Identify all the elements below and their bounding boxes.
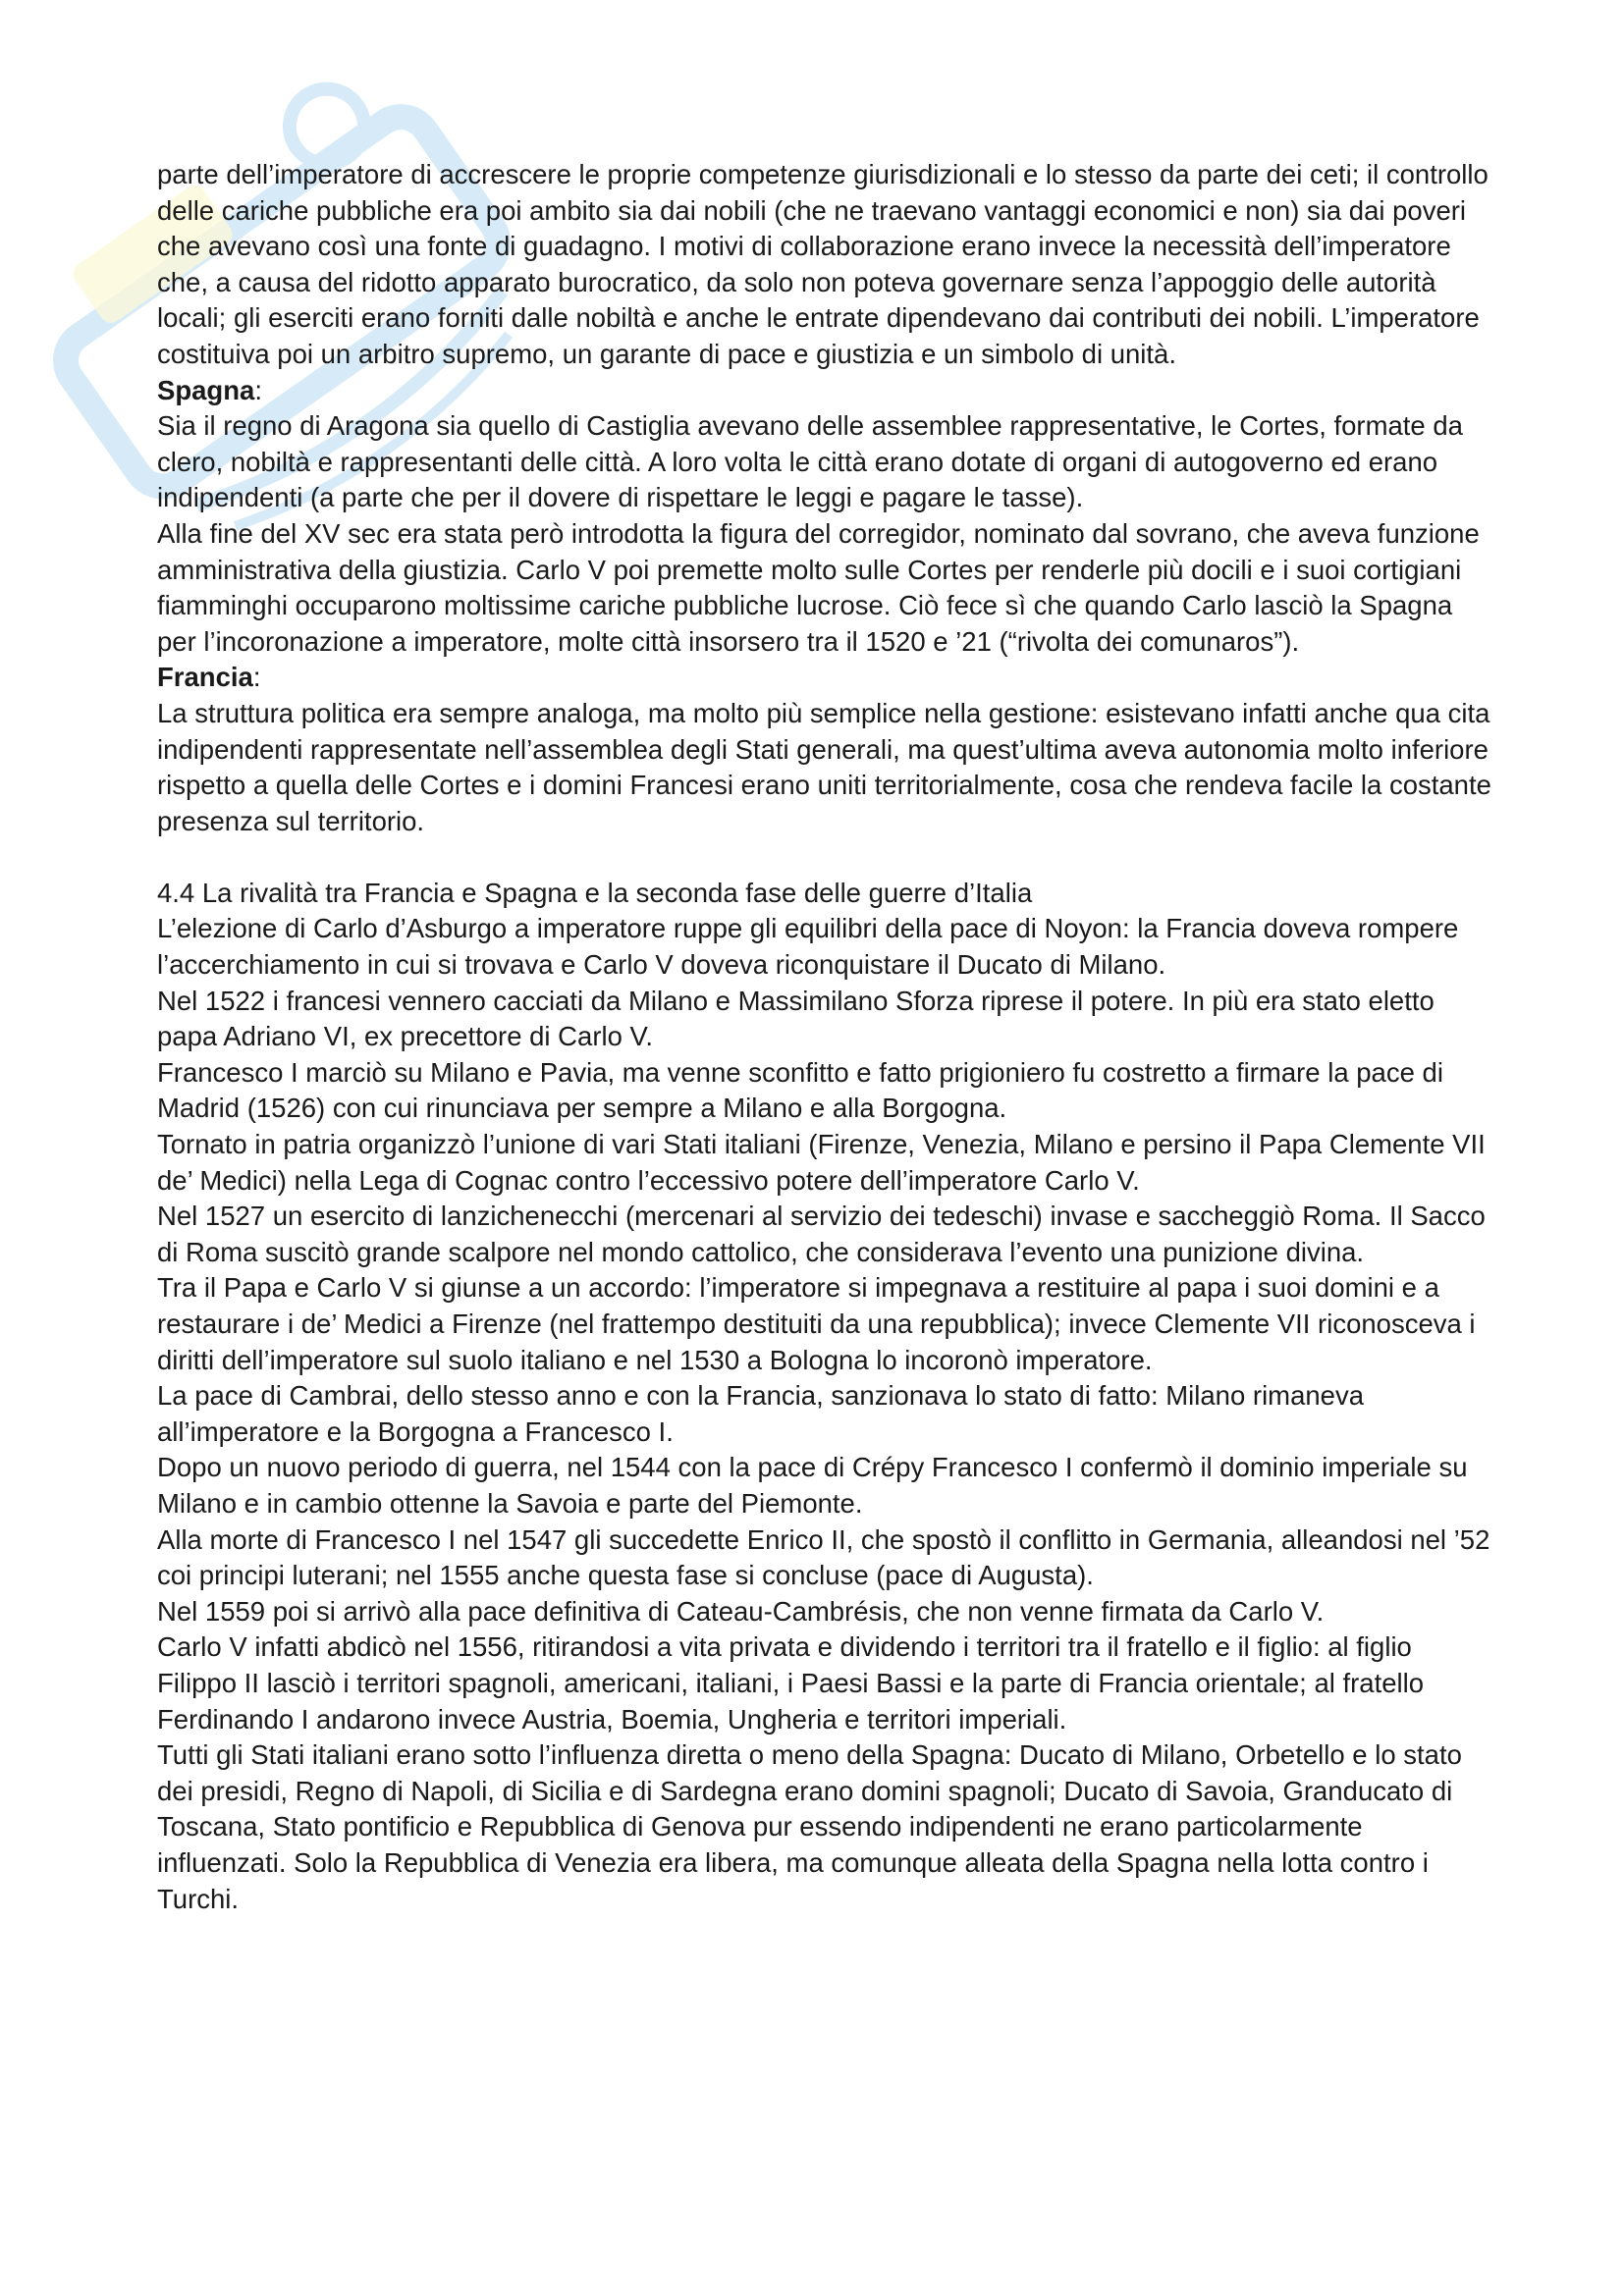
paragraph: parte dell’imperatore di accrescere le proprie competenze giurisdizionali e lo stesso da parte dei ceti; il controllo delle cariche pubbliche era poi ambito sia dai nobili (che ne traevano vantaggi economici e non) sia dai poveri che avevano così una fonte di guadagno. I motivi di collaborazione erano invece la necessità dell’imperatore che, a causa del ridotto apparato burocratico, da solo non poteva governare senza l’appoggio delle autorità locali; gli eserciti erano forniti dalle nobiltà e anche le entrate dipendevano dai contributi dei nobili. L’imperatore costituiva poi un arbitro supremo, un garante di pace e giustizia e un simbolo di unità.: [157, 159, 1489, 369]
paragraph: Tornato in patria organizzò l’unione di vari Stati italiani (Firenze, Venezia, Milano e persino il Papa Clemente VII de’ Medici) nella Lega di Cognac contro l’eccessivo potere dell’imperatore Carlo V.: [157, 1129, 1486, 1196]
paragraph: Nel 1559 poi si arrivò alla pace definitiva di Cateau-Cambrésis, che non venne firmata da Carlo V.: [157, 1595, 1325, 1627]
paragraph: L’elezione di Carlo d’Asburgo a imperatore ruppe gli equilibri della pace di Noyon: la Francia doveva rompere l’accerchiamento in cui si trovava e Carlo V doveva riconquistare il Ducato di Milano.: [157, 913, 1459, 981]
section-heading: [157, 660, 1492, 696]
paragraph: Tutti gli Stati italiani erano sotto l’influenza diretta o meno della Spagna: Ducato di Milano, Orbetello e lo stato dei presidi, Regno di Napoli, di Sicilia e di Sardegna erano domini spagnoli; Ducato di Savoia, Granducato di Toscana, Stato pontificio e Repubblica di Genova pur essendo indipendenti ne erano particolarmente influenzati. Solo la Repubblica di Venezia era libera, ma comunque alleata della Spagna nella lotta contro i Turchi.: [157, 1739, 1462, 1914]
section-heading-colon: :: [254, 374, 262, 405]
paragraph: Nel 1527 un esercito di lanzichenecchi (mercenari al servizio dei tedeschi) invase e saccheggiò Roma. Il Sacco di Roma suscitò grande scalpore nel mondo cattolico, che considerava l’evento una punizione divina.: [157, 1201, 1486, 1267]
paragraph: Sia il regno di Aragona sia quello di Castiglia avevano delle assemblee rappresentative, le Cortes, formate da clero, nobiltà e rappresentanti delle città. A loro volta le città erano dotate di organi di autogoverno ed erano indipendenti (a parte che per il dovere di rispettare le leggi e pagare le tasse).: [157, 410, 1463, 513]
paragraph: La struttura politica era sempre analoga, ma molto più semplice nella gestione: esistevano infatti anche qua cita indipendenti rappresentate nell’assemblea degli Stati generali, ma quest’ultima aveva autonomia molto inferiore rispetto a quella delle Cortes e i domini Francesi erano uniti territorialmente, cosa che rendeva facile la costante presenza sul territorio.: [157, 697, 1491, 836]
paragraph-gap: [157, 839, 1492, 876]
section-heading-label: Francia: [157, 662, 253, 693]
section-heading-colon: :: [252, 662, 261, 693]
paragraph: Alla morte di Francesco I nel 1547 gli succedette Enrico II, che spostò il conflitto in Germania, alleandosi nel ’52 coi principi luterani; nel 1555 anche questa fase si concluse (pace di Augusta).: [157, 1523, 1490, 1591]
paragraph: 4.4 La rivalità tra Francia e Spagna e la seconda fase delle guerre d’Italia: [157, 877, 1033, 908]
paragraph: Tra il Papa e Carlo V si giunse a un accordo: l’imperatore si impegnava a restituire al papa i suoi domini e a restaurare i de’ Medici a Firenze (nel frattempo destituiti da una repubblica); invece Clemente VII riconosceva i diritti dell’imperatore sul suolo italiano e nel 1530 a Bologna lo incoronò imperatore.: [157, 1272, 1476, 1375]
section-heading: [157, 373, 1492, 409]
paragraph: Nel 1522 i francesi vennero cacciati da Milano e Massimilano Sforza riprese il potere. In più era stato eletto papa Adriano VI, ex precettore di Carlo V.: [157, 985, 1435, 1052]
paragraph: Carlo V infatti abdicò nel 1556, ritirandosi a vita privata e dividendo i territori tra il fratello e il figlio: al figlio Filippo II lasciò i territori spagnoli, americani, italiani, i Paesi Bassi e la parte di Francia orientale; al fratello Ferdinando I andarono invece Austria, Boemia, Ungheria e territori imperiali.: [157, 1631, 1425, 1735]
paragraph: La pace di Cambrai, dello stesso anno e con la Francia, sanzionava lo stato di fatto: Milano rimaneva all’imperatore e la Borgogna a Francesco I.: [157, 1380, 1365, 1447]
paragraph: Alla fine del XV sec era stata però introdotta la figura del corregidor, nominato dal sovrano, che aveva funzione amministrativa della giustizia. Carlo V poi premette molto sulle Cortes per renderle più docili e i suoi cortigiani fiamminghi occuparono moltissime cariche pubbliche lucrose. Ciò fece sì che quando Carlo lasciò la Spagna per l’incoronazione a imperatore, molte città insorsero tra il 1520 e ’21 (“rivolta dei comunaros”).: [157, 517, 1480, 657]
section-heading-label: Spagna: [157, 374, 255, 405]
document-body: [157, 157, 1492, 1917]
paragraph: Dopo un nuovo periodo di guerra, nel 1544 con la pace di Crépy Francesco I confermò il dominio imperiale su Milano e in cambio ottenne la Savoia e parte del Piemonte.: [157, 1452, 1468, 1519]
paragraph: Francesco I marciò su Milano e Pavia, ma venne sconfitto e fatto prigioniero fu costretto a firmare la pace di Madrid (1526) con cui rinunciava per sempre a Milano e alla Borgogna.: [157, 1056, 1443, 1124]
